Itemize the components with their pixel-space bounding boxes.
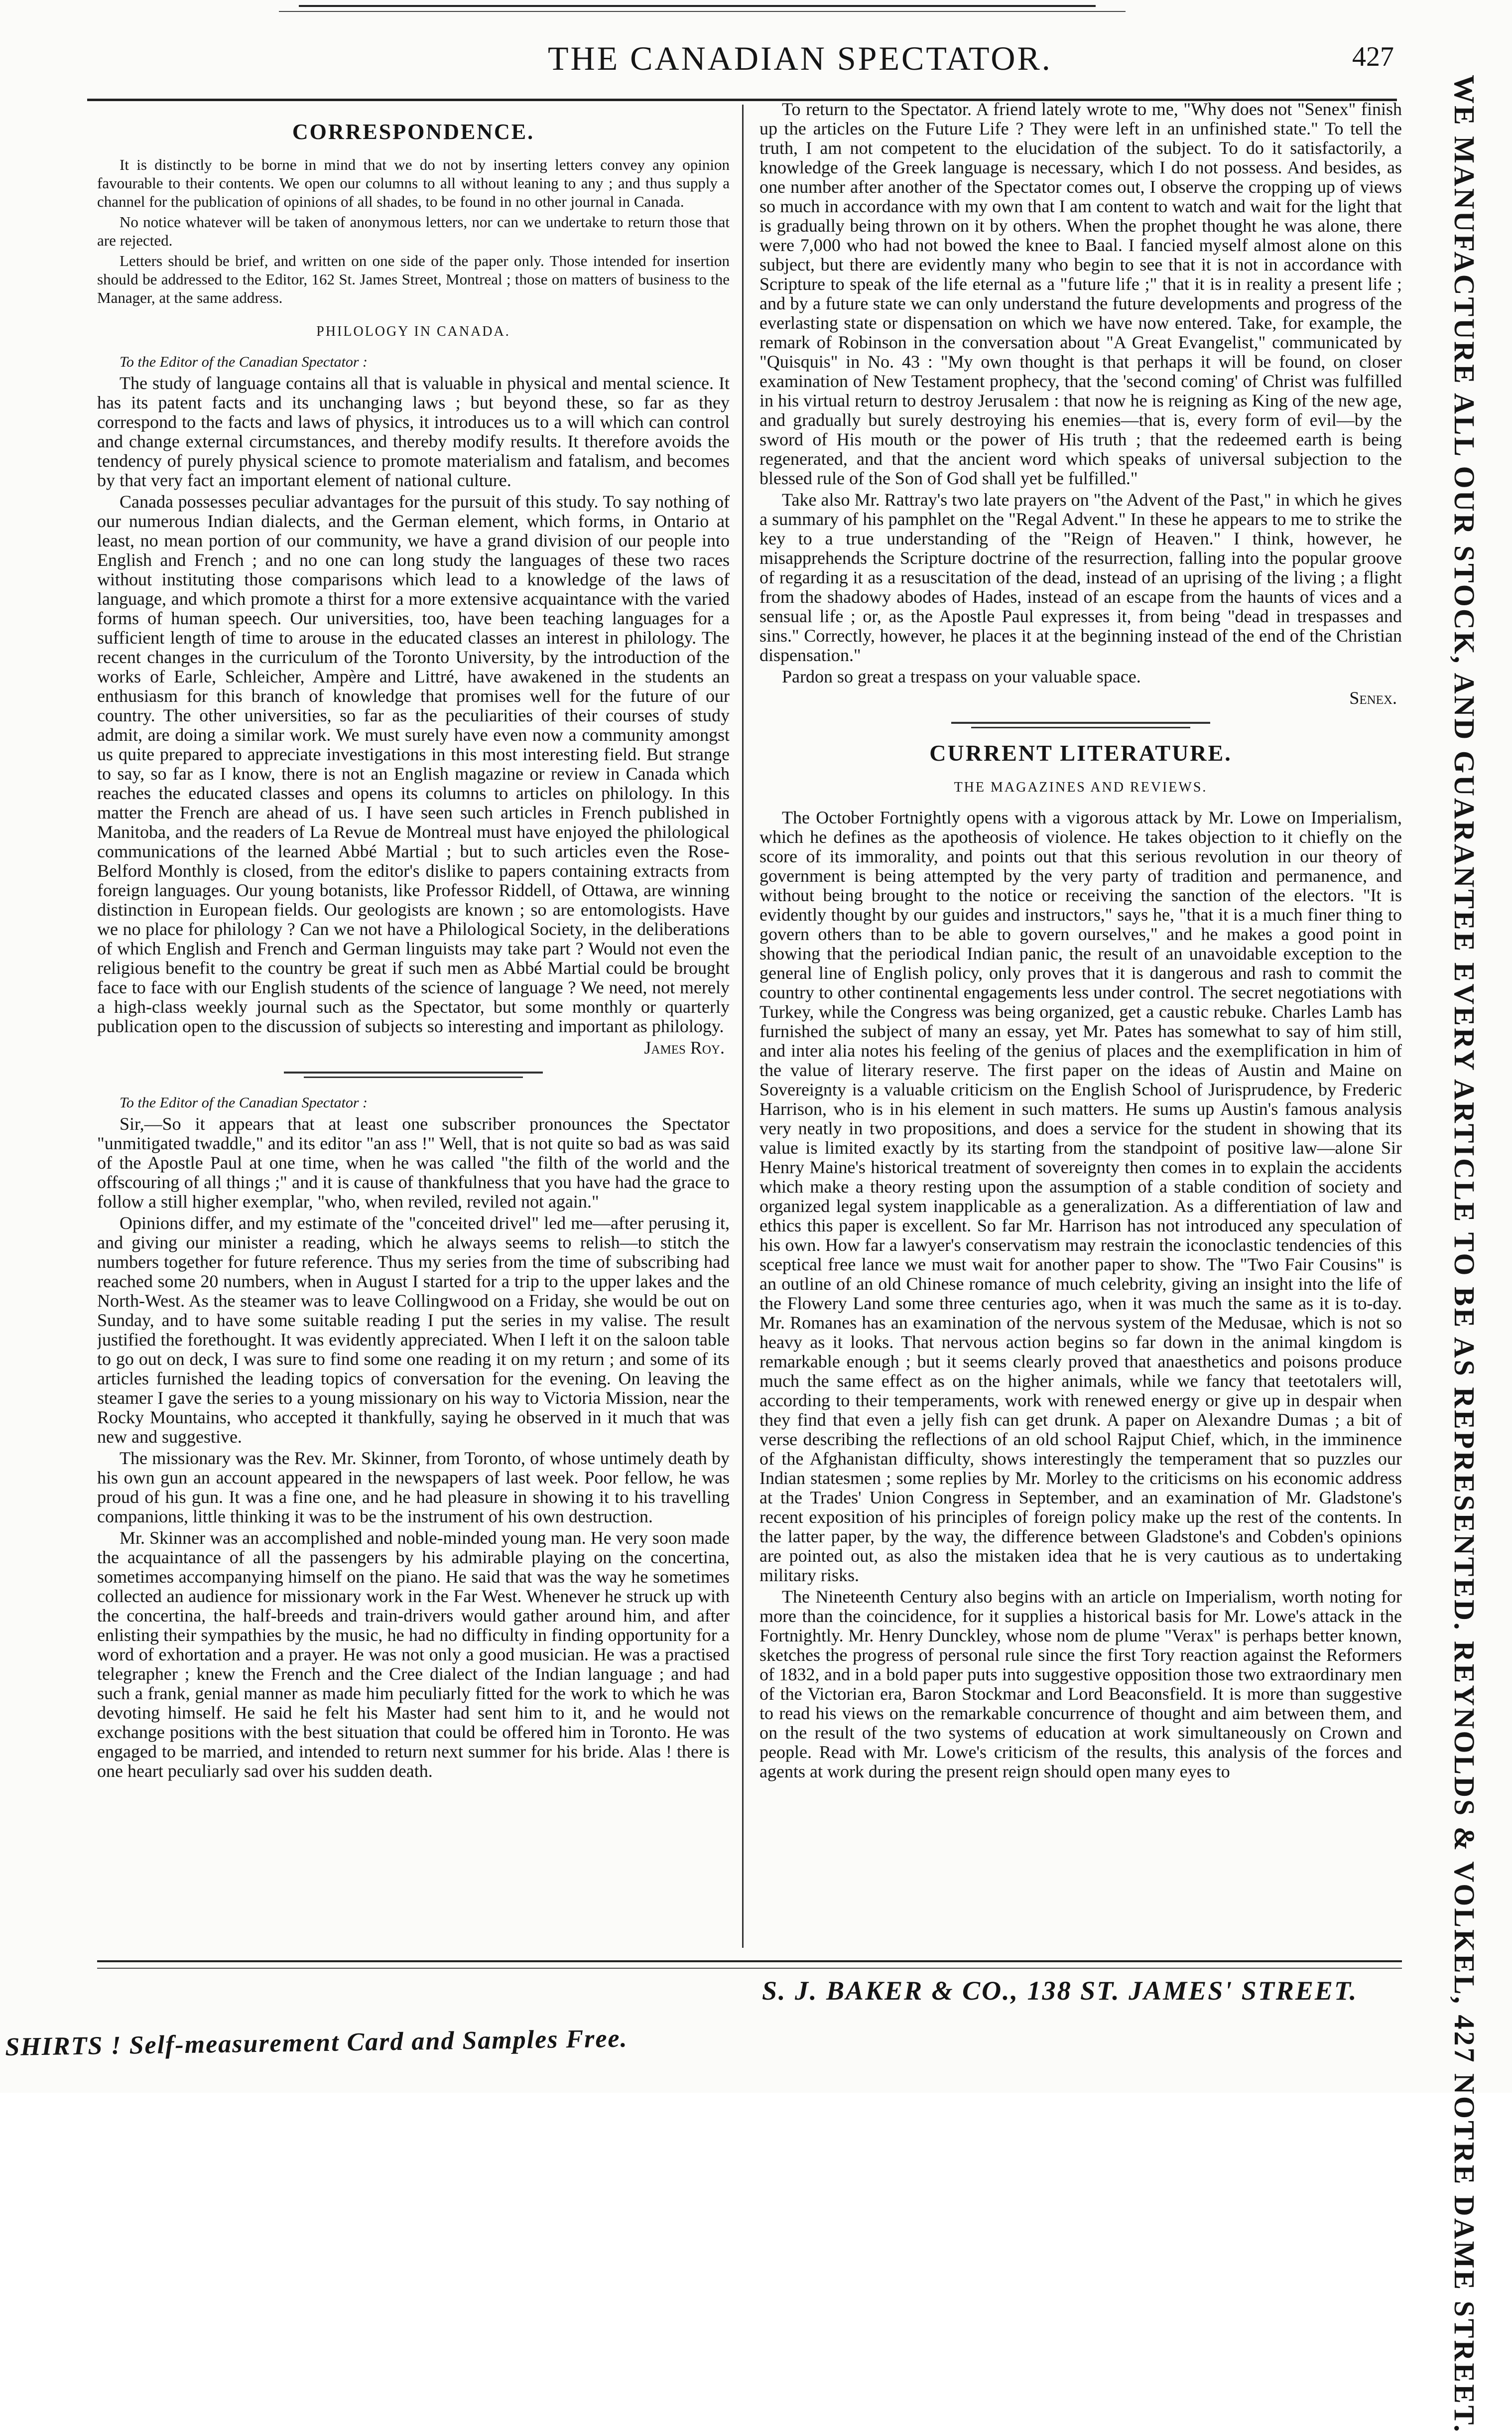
left-column <box>97 112 730 1965</box>
separator-rule <box>971 727 1190 728</box>
correspondence-title: CORRESPONDENCE. <box>292 120 535 144</box>
letter-paragraph: Canada possesses peculiar advantages for the pursuit of this study. To say nothing of our numerous Indian dialects, and the German element, which forms, in Ontario at least, no mean portion of our community, we have a grand division of our people into English and French ; and no one can long study the languages of these two races without instituting those comparisons which lead to a knowledge of the laws of language, and which promote a thirst for a more extensive acquaintance with the varied forms of human speech. Our universities, too, have been teaching languages for a sufficient length of time to arouse in the educated classes an interest in philology. The recent changes in the curriculum of the Toronto University, by the introduction of the works of Earle, Schleicher, Ampère and Littré, have awakened in the students an enthusiasm for this branch of knowledge that promises well for the future of our country. The other universities, so far as the peculiarities of their courses of study admit, are doing a similar work. We must surely have even now a community amongst us quite prepared to appreciate investigations in this most interesting field. But strange to say, so far as I know, there is not an English magazine or review in Canada which reaches the educated classes and opens its columns to articles on philology. In this matter the French are ahead of us. I have seen such articles in French published in Manitoba, and the readers of La Revue de Montreal must have enjoyed the philological communications of the learned Abbé Martial ; but to such articles even the Rose-Belford Monthly is closed, from the editor's dislike to papers containing extracts from foreign languages. Our young botanists, like Professor Riddell, of Ottawa, are winning distinction in European fields. Our geologists are known ; so are entomologists. Have we no place for philology ? Can we not have a Philological Society, in the deliberations of which English and French and German linguists may take part ? Would not even the religious benefit to the country be great if such men as Abbé Martial could be brought face to face with our English students of the science of language ? We need, not merely a high-class weekly journal such as the Spectator, but some monthly or quarterly publication open to the discussion of subjects so interesting and important as philology. <box>97 492 730 1036</box>
letter-paragraph: Sir,—So it appears that at least one subscriber pronounces the Spectator "unmitigated twaddle," and its editor "an ass !" Well, that is not quite so bad as was said of the Apostle Paul at one time, when he was called "the filth of the world and the offscouring of all things ;" and it is cause of thankfulness that you have had the grace to follow a still higher exemplar, "who, when reviled, reviled not again." <box>97 1114 730 1212</box>
right-column <box>759 100 1402 1943</box>
footer-rule-thin <box>97 1968 1402 1969</box>
masthead <box>0 35 1512 90</box>
letter-salutation: To the Editor of the Canadian Spectator : <box>120 354 368 370</box>
letter-paragraph: The missionary was the Rev. Mr. Skinner, from Toronto, of whose untimely death by his own gun an account appeared in the newspapers of last week. Poor fellow, he was proud of his gun. It was a fine one, and he had pleasure in showing it to his travelling companions, little thinking it was to be the instrument of his own destruction. <box>97 1448 730 1526</box>
letter-heading: PHILOLOGY IN CANADA. <box>316 324 510 339</box>
separator-rule <box>304 1077 523 1078</box>
letter-paragraph: Mr. Skinner was an accomplished and noble-minded young man. He very soon made the acquaintance of all the passengers by his admirable playing on the concertina, sometimes accompanying himself on the piano. He said that was the way he sometimes collected an audience for missionary work in the Far West. Whenever he struck up with the concertina, the half-breeds and train-drivers would gather around him, and after enlisting their sympathies by the music, he had no difficulty in finding opportunity for a word of exhortation and a prayer. He was not only a good musician. He was a practised telegrapher ; knew the French and the Cree dialect of the Indian language ; and had such a frank, genial manner as made him peculiarly fitted for the work to which he was devoting himself. He said he felt his Master had sent him to it, and he would not exchange positions with the best situation that could be offered him in Toronto. He was engaged to be married, and intended to return next summer for his bride. Alas ! there is one heart peculiarly sad over his sudden death. <box>97 1528 730 1781</box>
notice-paragraph: It is distinctly to be borne in mind that we do not by inserting letters convey any opinion favourable to their contents. We open our columns to all without leaning to any ; and thus supply a channel for the publication of opinions of all shades, to be found in no other journal in Canada. <box>97 156 730 210</box>
separator-rule <box>284 1072 543 1074</box>
letter-paragraph: The study of language contains all that is valuable in physical and mental science. It has its patent facts and its unchanging laws ; but beyond these, so far as they correspond to the facts and laws of physics, it introduces us to a will which can control and change external circumstances, and thereby modify results. It therefore avoids the tendency of purely physical science to promote materialism and fatalism, and becomes by that very fact an important element of national culture. <box>97 373 730 490</box>
letter-paragraph: Pardon so great a trespass on your valuable space. <box>782 667 1141 686</box>
shirts-advertisement: SHIRTS ! Self-measurement Card and Samples Free. <box>5 2024 628 2061</box>
footer-advertisement: S. J. BAKER & CO., 138 ST. JAMES' STREET. <box>762 1976 1358 2006</box>
letter-paragraph: To return to the Spectator. A friend lately wrote to me, "Why does not "Senex" finish up the articles on the Future Life ? They were left in an unfinished state." To tell the truth, I am not competent to the elucidation of the subject. To do it satisfactorily, a knowledge of the Greek language is necessary, which I do not possess. And besides, as one number after another of the Spectator comes out, I observe the cropping up of views so much in accordance with my own that I am content to watch and wait for the light that is gradually being thrown on it by others. When the prophet thought he was alone, there were 7,000 who had not bowed the knee to Baal. I fancied myself almost alone on this subject, but there are evidently many who begin to see that it is not in accordance with Scripture to speak of the life eternal as a "future life ;" that it is in reality a present life ; and by a future state we can only understand the future developments and progress of the everlasting state or dispensation on which we have now entered. Take, for example, the remark of Robinson in the conversation about "A Great Evangelist," communicated by "Quisquis" in No. 43 : "My own thought is that perhaps it will be found, on closer examination of New Testament prophecy, that the 'second coming' of Christ was fulfilled in his virtual return to destroy Jerusalem : that now he is reigning as King of the new age, and gradually but surely destroying his enemies—that is, every form of evil—by the sword of His mouth or the power of His truth ; that the redeemed earth is being regenerated, and that the ancient word which speaks of universal subjection to the blessed rule of the Son of God shall yet be fulfilled." <box>759 100 1402 488</box>
correspondence-notice <box>97 155 730 307</box>
letter-paragraph: Take also Mr. Rattray's two late prayers on "the Advent of the Past," in which he gives a summary of his pamphlet on the "Regal Advent." In these he appears to me to strike the key to a true understanding of the "Reign of Heaven." I think, however, he misapprehends the Scripture doctrine of the resurrection, falling into the popular groove of regarding it as a resuscitation of the dead, instead of an uprising of the living ; a flight from the shadowy abodes of Hades, instead of an escape from the haunts of vices and a sensual life ; or, as the Apostle Paul expresses it, from being "dead in trespasses and sins." Correctly, however, he places it at the beginning instead of the end of the Christian dispensation." <box>759 490 1402 665</box>
literature-subheading: THE MAGAZINES AND REVIEWS. <box>954 780 1208 795</box>
letter-signature: Senex. <box>1349 688 1397 708</box>
footer-rule <box>97 1960 1402 1962</box>
masthead-title: THE CANADIAN SPECTATOR. <box>548 39 1052 77</box>
notice-paragraph: Letters should be brief, and written on one side of the paper only. Those intended for insertion should be addressed to the Editor, 162 St. James Street, Montreal ; those on matters of business to the Manager, at the same address. <box>97 252 730 306</box>
letter-paragraph: Opinions differ, and my estimate of the "conceited drivel" led me—after perusing it, and giving our minister a reading, which he always seems to relish—to stitch the numbers together for future reference. Thus my series from the time of subscribing had reached some 20 numbers, when in August I started for a trip to the upper lakes and the North-West. As the steamer was to leave Collingwood on a Friday, she would be out on Sunday, and to have some suitable reading I put the series in my valise. The result justified the forethought. It was evidently appreciated. When I left it on the saloon table to go out on deck, I was sure to find some one reading it on my return ; and some of its articles furnished the leading topics of conversation for the evening. On leaving the steamer I gave the series to a young missionary on his way to Victoria Mission, near the Rocky Mountains, who accepted it thankfully, saying he observed in it much that was new and suggestive. <box>97 1213 730 1447</box>
separator-rule <box>951 722 1210 724</box>
article-paragraph: The October Fortnightly opens with a vigorous attack by Mr. Lowe on Imperialism, which he defines as the apotheosis of violence. He takes objection to it chiefly on the score of its immorality, and points out that this serious revolution in our theory of government is being attempted by the very party of tradition and permanence, and without being brought to the notice or receiving the sanction of the electors. "It is evidently thought by our guides and instructors," says he, "that it is a much finer thing to govern others than to be able to govern ourselves," and he makes a good point in showing that the periodical Indian panic, the result of an unavoidable exception to the general line of English policy, only proves that it is dangerous and rash to commit the country to other continental engagements less under control. The secret negotiations with Turkey, while the Congress was being organized, get a caustic rebuke. Charles Lamb has furnished the subject of many an essay, yet Mr. Pates has somewhat to say of him still, and inter alia notes his feeling of the genius of places and the exemplification in him of the value of literary reserve. The first paper on the ideas of Austin and Maine on Sovereignty is a valuable criticism on the English School of Jurisprudence, by Frederic Harrison, who is in his element in such matters. He sums up Austin's famous analysis very neatly in two propositions, and does a service for the student in showing that its value is limited exactly by its starting from the standpoint of positive law—alone Sir Henry Maine's historical treatment of sovereignty then comes in to explain the accidents which make a theory resting upon the assumption of a stable condition of society and organized legal system inapplicable as a generalization. As a differentiation of law and ethics this paper is excellent. So far Mr. Harrison has not introduced any speculation of his own. How far a lawyer's conservatism may restrain the iconoclastic tendencies of this sceptical free lance we must wait for another paper to show. The "Two Fair Cousins" is an outline of an old Chinese romance of much celebrity, giving an insight into the life of the Flowery Land some three centuries ago, when it was much the same as it is to-day. Mr. Romanes has an examination of the nervous system of the Medusae, which is not so heavy as it looks. That nervous action begins so far down in the animal kingdom is remarkable enough ; but it seems clearly proved that anaesthetics and poisons produce much the same effect as on the higher animals, while we fancy that teetotalers will, according to their temperaments, work with renewed energy or give up in despair when they find that even a jelly fish can get drunk. A paper on Alexandre Dumas ; a bit of verse describing the reflections of an old school Rajput Chief, which, in the imminence of the Afghanistan difficulty, shows interestingly the temperament that so puzzles our Indian statesmen ; some replies by Mr. Morley to the criticisms on his economic address at the Trades' Union Congress in September, and an examination of Mr. Gladstone's recent exposition of his principles of foreign policy make up the rest of the contents. In the latter paper, by the way, the difference between Gladstone's and Cobden's opinions are pointed out, as also the mistaken idea that he is very cautious as to undertaking military risks. <box>759 808 1402 1585</box>
page-number: 427 <box>1352 41 1394 72</box>
letter-signature: James Roy. <box>644 1038 725 1058</box>
top-rule-thin <box>279 11 1126 12</box>
letter-salutation: To the Editor of the Canadian Spectator : <box>120 1094 368 1111</box>
top-rule <box>299 5 1096 7</box>
column-divider <box>742 105 744 1948</box>
article-paragraph: The Nineteenth Century also begins with an article on Imperialism, worth noting for more than the coincidence, for it supplies a historical basis for Mr. Lowe's attack in the Fortnightly. Mr. Henry Dunckley, whose nom de plume "Verax" is perhaps better known, sketches the progress of personal rule since the first Tory reaction against the Reformers of 1832, and in a bold paper puts into suggestive opposition those two extraordinary men of the Victorian era, Baron Stockmar and Lord Beaconsfield. It is more than suggestive to read his views on the remarkable concurrence of thought and aim between them, and on the result of the two systems of education at work simultaneously on Crown and people. Read with Mr. Lowe's criticism of the results, this analysis of the forces and agents at work during the present reign should open many eyes to <box>759 1587 1402 1781</box>
current-literature-title: CURRENT LITERATURE. <box>929 740 1232 766</box>
notice-paragraph: No notice whatever will be taken of anonymous letters, nor can we undertake to return those that are rejected. <box>97 213 730 249</box>
side-advertisement: WE MANUFACTURE ALL OUR STOCK, AND GUARANTEE EVERY ARTICLE TO BE AS REPRESENTED. REYNOLDS & VOLKEL, 427 NOTRE DAME STREET. <box>1448 75 1481 2434</box>
